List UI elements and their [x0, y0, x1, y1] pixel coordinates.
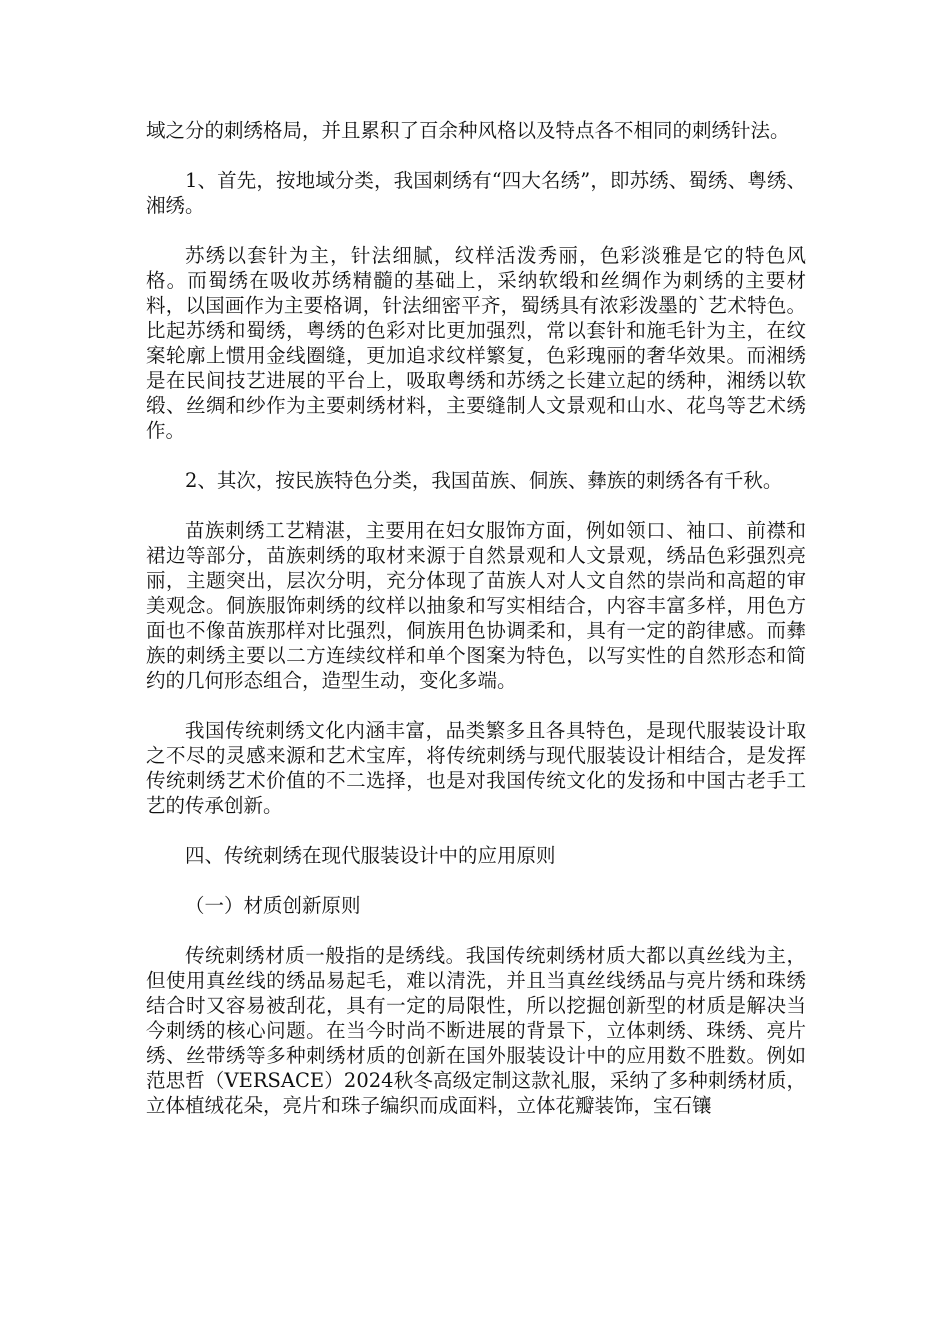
- paragraph-embroidery-pattern-intro: 域之分的刺绣格局，并且累积了百余种风格以及特点各不相同的刺绣针法。: [146, 119, 790, 142]
- paragraph-four-famous-embroideries: 苏绣以套针为主，针法细腻，纹样活泼秀丽，色彩淡雅是它的特色风格。而蜀绣在吸收苏绣精髓的基础上，采纳软缎和丝绸作为刺绣的主要材料，以国画作为主要格调，针法细密平齐，蜀绣具有浓彩泼墨的`艺术特色。比起苏绣和蜀绣，粤绣的色彩对比更加强烈，常以套针和施毛针为主，在纹案轮廓上惯用金线圈缝，更加追求纹样繁复，色彩瑰丽的奢华效果。而湘绣是在民间技艺进展的平台上，吸取粤绣和苏绣之长建立起的绣种，湘绣以软缎、丝绸和纱作为主要刺绣材料，主要缝制人文景观和山水、花鸟等艺术绣作。: [146, 244, 806, 442]
- section-heading: 四、传统刺绣在现代服装设计中的应用原则: [185, 844, 556, 867]
- paragraph-material-innovation: 传统刺绣材质一般指的是绣线。我国传统刺绣材质大都以真丝线为主，但使用真丝线的绣品易起毛，难以清洗，并且当真丝线绣品与亮片绣和珠绣结合时又容易被刮花，具有一定的局限性，所以挖掘创新型的材质是解决当今刺绣的核心问题。在当今时尚不断进展的背景下，立体刺绣、珠绣、亮片绣、丝带绣等多种刺绣材质的创新在国外服装设计中的应用数不胜数。例如范思哲（VERSACE）2024秋冬高级定制这款礼服，采纳了多种刺绣材质，立体植绒花朵，亮片和珠子编织而成面料，立体花瓣装饰，宝石镶: [146, 944, 806, 1117]
- paragraph-regional-classification: 1、首先，按地域分类，我国刺绣有“四大名绣”，即苏绣、蜀绣、粤绣、湘绣。: [146, 169, 806, 217]
- paragraph-ethnic-embroidery-details: 苗族刺绣工艺精湛，主要用在妇女服饰方面，例如领口、袖口、前襟和裙边等部分，苗族刺绣的取材来源于自然景观和人文景观，绣品色彩强烈亮丽，主题突出，层次分明，充分体现了苗族人对人文自然的崇尚和高超的审美观念。侗族服饰刺绣的纹样以抽象和写实相结合，内容丰富多样，用色方面也不像苗族那样对比强烈，侗族用色协调柔和，具有一定的韵律感。而彝族的刺绣主要以二方连续纹样和单个图案为特色，以写实性的自然形态和简约的几何形态组合，造型生动，变化多端。: [146, 519, 806, 692]
- subsection-heading: （一）材质创新原则: [185, 894, 361, 917]
- document-page: [146, 118, 806, 1118]
- paragraph-ethnic-classification: 2、其次，按民族特色分类，我国苗族、侗族、彝族的刺绣各有千秋。: [185, 469, 783, 492]
- paragraph-cultural-significance: 我国传统刺绣文化内涵丰富，品类繁多且各具特色，是现代服装设计取之不尽的灵感来源和艺术宝库，将传统刺绣与现代服装设计相结合，是发挥传统刺绣艺术价值的不二选择，也是对我国传统文化的发扬和中国古老手工艺的传承创新。: [146, 719, 806, 817]
